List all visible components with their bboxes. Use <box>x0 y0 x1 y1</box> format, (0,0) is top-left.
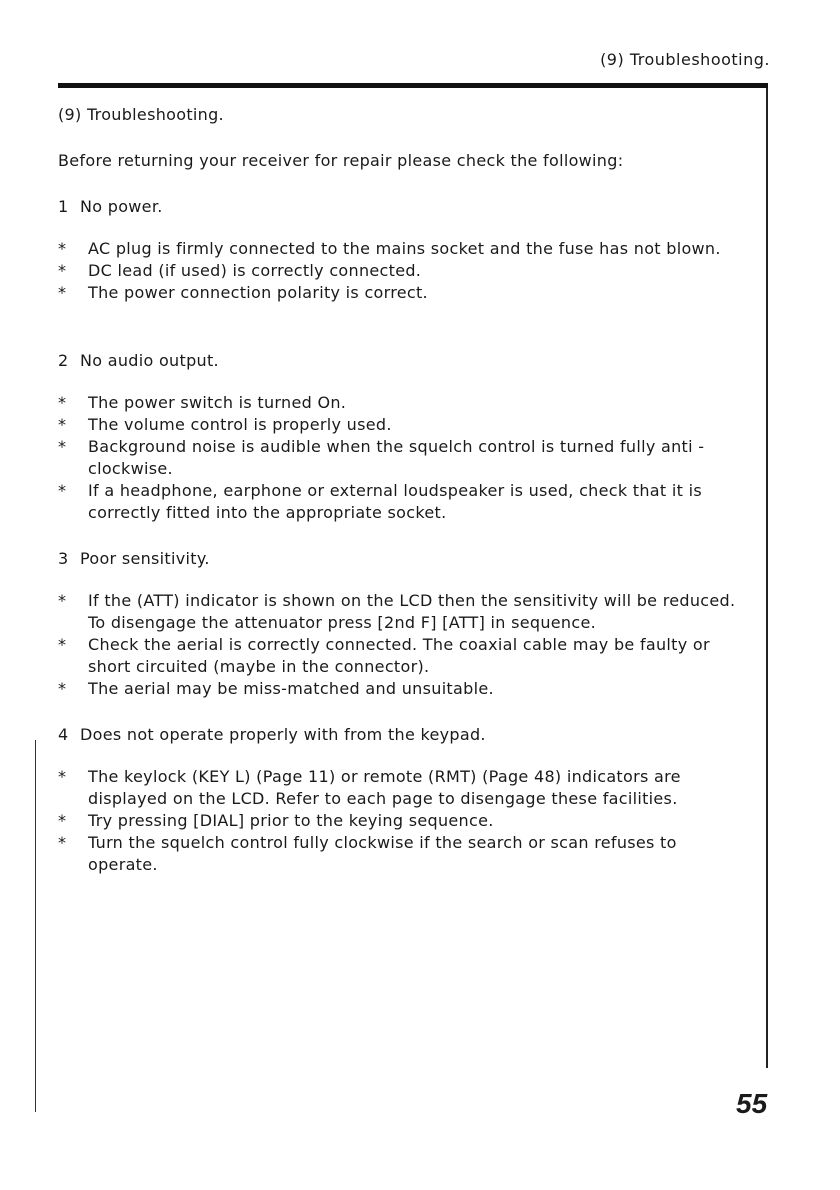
section-title: (9) Troubleshooting. <box>58 105 224 124</box>
bullet-star: * <box>58 437 67 456</box>
item-title: Does not operate properly with from the keypad. <box>80 725 486 744</box>
bullet-star: * <box>58 679 67 698</box>
item-heading-keypad <box>58 724 748 746</box>
item-heading-poor-sensitivity <box>58 548 748 570</box>
right-margin-rule <box>766 88 768 1068</box>
item-number: 2 <box>58 351 69 370</box>
item-title: No power. <box>80 197 163 216</box>
checklist-keypad <box>58 766 748 876</box>
item-title: Poor sensitivity. <box>80 549 210 568</box>
list-item: * The volume control is properly used. <box>58 415 392 434</box>
checklist-no-power <box>58 238 748 304</box>
bullet-star: * <box>58 635 67 654</box>
intro-text: Before returning your receiver for repair please check the following: <box>58 151 624 170</box>
left-margin-rule <box>35 740 36 1112</box>
list-item: * If the (ATT) indicator is shown on the LCD then the sensitivity will be reduced. To disengage the attenuator press [2nd F] [ATT] in sequence. <box>58 591 736 632</box>
bullet-star: * <box>58 833 67 852</box>
list-item: * The power switch is turned On. <box>58 393 347 412</box>
item-heading-no-audio <box>58 350 748 372</box>
list-item: * The power connection polarity is correct. <box>58 283 428 302</box>
bullet-star: * <box>58 261 67 280</box>
bullet-star: * <box>58 393 67 412</box>
list-item: * DC lead (if used) is correctly connected. <box>58 261 422 280</box>
item-number: 3 <box>58 549 69 568</box>
list-item: * Background noise is audible when the squelch control is turned fully anti -clockwise. <box>58 437 705 478</box>
bullet-star: * <box>58 591 67 610</box>
bullet-star: * <box>58 415 67 434</box>
item-number: 1 <box>58 197 69 216</box>
running-header: (9) Troubleshooting. <box>600 50 770 69</box>
checklist-no-audio <box>58 392 748 524</box>
item-heading-no-power <box>58 196 748 218</box>
bullet-star: * <box>58 767 67 786</box>
page-number: 55 <box>736 1088 768 1119</box>
list-item: * If a headphone, earphone or external loudspeaker is used, check that it is correctly fitted into the appropriate socket. <box>58 481 702 522</box>
list-item: * The aerial may be miss-matched and unsuitable. <box>58 679 494 698</box>
checklist-poor-sensitivity <box>58 590 748 700</box>
top-rule <box>58 83 768 88</box>
item-title: No audio output. <box>80 351 219 370</box>
bullet-star: * <box>58 239 67 258</box>
bullet-star: * <box>58 811 67 830</box>
list-item: * AC plug is firmly connected to the mains socket and the fuse has not blown. <box>58 239 721 258</box>
list-item: * Try pressing [DIAL] prior to the keying sequence. <box>58 811 494 830</box>
list-item: * Check the aerial is correctly connected. The coaxial cable may be faulty or short circuited (maybe in the connector). <box>58 635 710 676</box>
list-item: * The keylock (KEY L) (Page 11) or remote (RMT) (Page 48) indicators are displayed on the LCD. Refer to each page to disengage these facilities. <box>58 767 681 808</box>
page-content <box>58 104 748 900</box>
bullet-star: * <box>58 283 67 302</box>
bullet-star: * <box>58 481 67 500</box>
list-item: * Turn the squelch control fully clockwise if the search or scan refuses to operate. <box>58 833 677 874</box>
item-number: 4 <box>58 725 69 744</box>
